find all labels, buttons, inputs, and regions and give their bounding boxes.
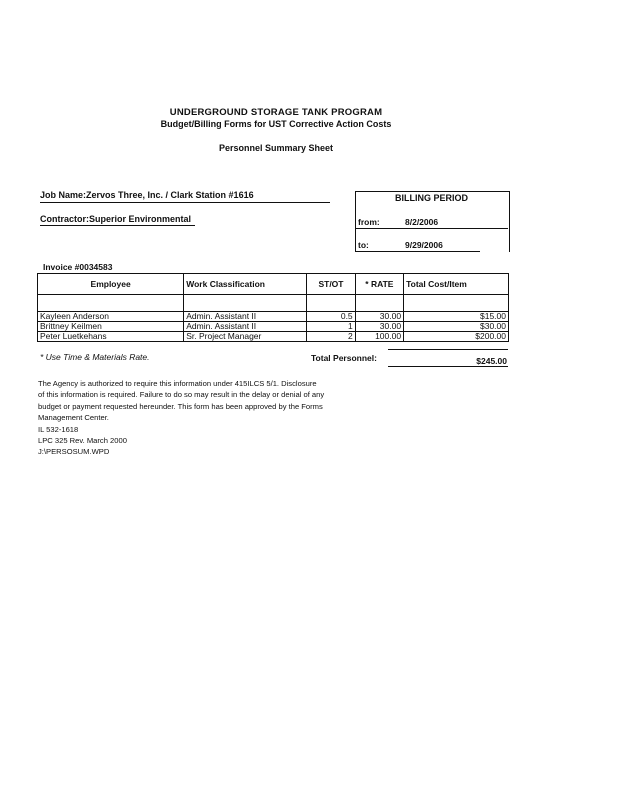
cost-cell: $15.00 <box>404 312 509 322</box>
file-path: J:\PERSOSUM.WPD <box>38 447 110 457</box>
work-cell: Admin. Assistant II <box>184 322 307 332</box>
job-name-underline <box>40 202 330 203</box>
table-row <box>38 332 509 342</box>
table-cell <box>38 295 184 312</box>
col-st-ot: ST/OT <box>307 274 355 295</box>
table-header-row <box>38 274 509 295</box>
billing-from-label: from: <box>358 217 380 227</box>
invoice-number: Invoice #0034583 <box>43 262 113 272</box>
table-cell <box>307 295 355 312</box>
form-revision: LPC 325 Rev. March 2000 <box>38 436 127 446</box>
total-personnel-value: $245.00 <box>476 356 507 366</box>
employee-cell: Peter Luetkehans <box>38 332 184 342</box>
disclaimer-line: Management Center. <box>38 413 109 423</box>
table-row-blank <box>38 295 509 312</box>
st-ot-cell: 1 <box>307 322 355 332</box>
employee-cell: Kayleen Anderson <box>38 312 184 322</box>
col-total-cost: Total Cost/Item <box>404 274 509 295</box>
total-top-rule <box>388 349 508 350</box>
disclaimer-line: The Agency is authorized to require this information under 415ILCS 5/1. Disclosure <box>38 379 317 388</box>
disclaimer-line: of this information is required. Failure to do so may result in the delay or denial of any <box>38 390 325 400</box>
col-work-classification: Work Classification <box>184 274 307 295</box>
contractor-name: Contractor:Superior Environmental <box>40 214 192 224</box>
st-ot-cell: 0.5 <box>307 312 355 322</box>
job-name: Job Name:Zervos Three, Inc. / Clark Station #1616 <box>40 190 254 200</box>
rate-cell: 30.00 <box>355 312 403 322</box>
disclaimer-line: budget or payment requested hereunder. This form has been approved by the Forms <box>38 401 323 411</box>
disclaimer-block <box>38 378 378 458</box>
table-cell <box>184 295 307 312</box>
contractor-underline <box>40 225 195 226</box>
form-subtitle: Budget/Billing Forms for UST Corrective Action Costs <box>160 119 392 129</box>
total-personnel-label: Total Personnel: <box>311 353 377 363</box>
billing-period-heading: BILLING PERIOD <box>394 193 468 203</box>
col-rate: * RATE <box>355 274 403 295</box>
cost-cell: $200.00 <box>404 332 509 342</box>
work-cell: Admin. Assistant II <box>184 312 307 322</box>
rate-cell: 100.00 <box>355 332 403 342</box>
total-bottom-rule <box>388 366 508 367</box>
table-row <box>38 312 509 322</box>
table-row <box>38 322 509 332</box>
program-title: UNDERGROUND STORAGE TANK PROGRAM <box>169 107 383 118</box>
st-ot-cell: 2 <box>307 332 355 342</box>
billing-to-label: to: <box>358 240 369 250</box>
rate-footnote: * Use Time & Materials Rate. <box>40 352 150 362</box>
billing-to-rule <box>355 251 480 252</box>
billing-period-rule <box>355 228 508 229</box>
col-employee: Employee <box>38 274 184 295</box>
billing-from-value: 8/2/2006 <box>405 217 439 227</box>
sheet-title: Personnel Summary Sheet <box>218 143 334 153</box>
rate-cell: 30.00 <box>355 322 403 332</box>
form-number: IL 532-1618 <box>38 424 79 434</box>
cost-cell: $30.00 <box>404 322 509 332</box>
table-cell <box>404 295 509 312</box>
employee-cell: Brittney Keilmen <box>38 322 184 332</box>
billing-to-value: 9/29/2006 <box>405 240 443 250</box>
table-cell <box>355 295 403 312</box>
personnel-table <box>37 273 509 342</box>
work-cell: Sr. Project Manager <box>184 332 307 342</box>
